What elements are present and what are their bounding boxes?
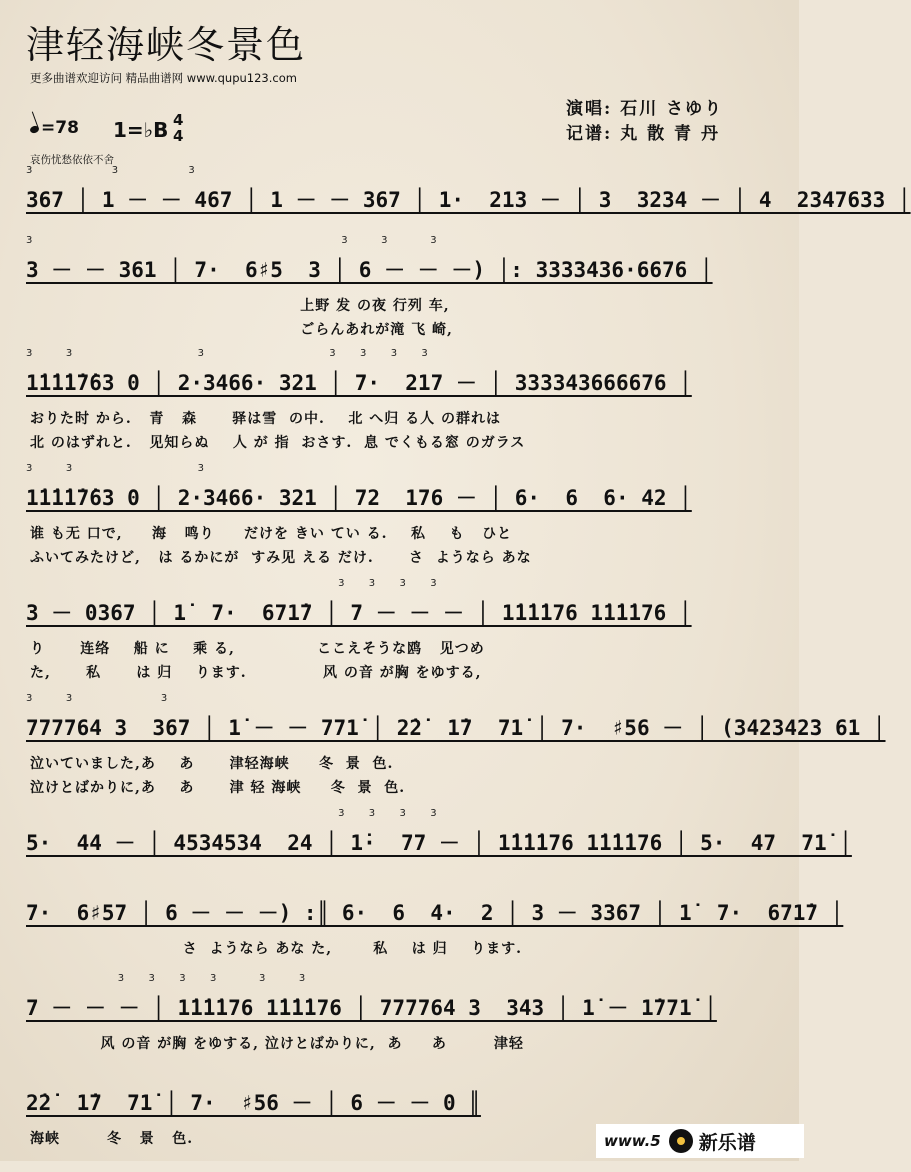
lyric-verse-1: 谁 も无 口で, 海 鸣り だけを きい てい る. 私 も ひと (30, 526, 513, 542)
notation-line: 7 － － － │ 1̇1̇1̇176 1̇1̇1̇176 │ 777764 3 343 │ 1̇ － 1̇771̇ │ (26, 996, 717, 1020)
time-signature (173, 112, 183, 144)
triplet-marks: 3 3 3 (26, 693, 174, 704)
time-signature-top: 4 (173, 111, 184, 129)
lyric-verse-1: おりた时 から. 青 森 驿は雪 の中. 北 へ归 る人 の群れは (30, 411, 501, 427)
key-signature: 1=♭B (113, 118, 169, 142)
tempo-value: =78 (41, 118, 79, 138)
triplet-marks: 3 3 3 3 (26, 235, 443, 246)
notation-line: 367 │ 1 － － 467 │ 1 － － 367 │ 1· 213 － │ 3 3234 － │ 4 2347633 │ (26, 188, 911, 212)
lyric-verse-1: さ ようなら あな た, 私 は 归 ります. (30, 941, 522, 957)
tempo-marking (30, 118, 79, 138)
triplet-marks: 3 3 3 (26, 463, 210, 474)
lyric-verse-1: 泣いていました,あ あ 津轻海峡 冬 景 色. (30, 756, 394, 772)
triplet-marks: 3 3 3 3 (26, 578, 443, 589)
time-signature-bottom: 4 (173, 127, 184, 145)
watermark-url: www.5 (604, 1132, 661, 1150)
notation-line: 3 － 0367 │ 1̇ 7· 671̇7 │ 7 － － － │ 1̇1̇1̇176 1̇1̇1̇176 │ (26, 601, 692, 625)
triplet-marks: 3 3 3 3 3 3 3 (26, 348, 434, 359)
watermark-badge (596, 1124, 804, 1158)
triplet-marks (26, 1068, 774, 1084)
triplet-marks: 3 3 3 (26, 165, 201, 176)
lyric-verse-2: ごらんあれが滝 飞 崎, (30, 322, 453, 338)
triplet-marks (26, 878, 774, 894)
singer-credit: 演唱: 石川 さゆり (566, 99, 724, 119)
lyric-verse-1: 海峡 冬 景 色. (30, 1131, 194, 1147)
triplet-marks: 3 3 3 3 (26, 808, 443, 819)
transcriber-credit: 记谱: 丸 散 青 丹 (566, 124, 720, 144)
quarter-note-icon (29, 125, 40, 135)
lyric-verse-1: 上野 发 の夜 行列 车, (30, 298, 450, 314)
notation-line: 2̇2̇ 1̇7 71̇ │ 7· ♯56 － │ 6 － － 0 ║ (26, 1091, 481, 1115)
site-notice: 更多曲谱欢迎访问 精品曲谱网 www.qupu123.com (30, 71, 297, 85)
lyric-verse-2: た, 私 は 归 ります. 风 の音 が胸 をゆする, (30, 665, 482, 681)
lyric-verse-2: 泣けとばかりに,あ あ 津 轻 海峡 冬 景 色. (30, 780, 406, 796)
notation-line: 777764 3 367 │ 1̇ － － 771̇ │ 2̇2̇ 1̇7 71̇ │ 7· ♯56 － │ (3423423 61 │ (26, 716, 886, 740)
watermark-brand: 新乐谱 (698, 1131, 756, 1154)
lyric-verse-1: 风 の音 が胸 をゆする, 泣けとばかりに, あ あ 津轻 (30, 1036, 524, 1052)
song-title: 津轻海峡冬景色 (26, 23, 307, 67)
notation-line: 1̇1̇1̇1̇7̇63 0 │ 2·3466· 321 │ 72 176 － │ 6· 6 6· 42 │ (26, 486, 692, 510)
notation-line: 7· 6♯57 │ 6 － － －) :║ 6· 6 4· 2 │ 3 － 3367 │ 1̇ 7· 671̇7 │ (26, 901, 844, 925)
mood-marking: 哀伤忧愁依依不舍 (30, 154, 114, 166)
notation-line: 3 － － 361 │ 7· 6♯5 3 │ 6 － － －) │: 3333436·6676 │ (26, 258, 713, 282)
notation-line: 5· 44 － │ 4534534 24 │ 1̇· 77 － │ 1̇1̇1̇176 1̇1̇1̇176 │ 5· 47 71̇ │ (26, 831, 852, 855)
lyric-verse-2: ふいてみたけど, は るかにが すみ见 える だけ. さ ようなら あな (30, 550, 532, 566)
record-disc-icon (669, 1129, 693, 1153)
lyric-verse-1: り 连络 船 に 乘 る, ここえそうな鸥 见つめ (30, 641, 485, 657)
triplet-marks: 3 3 3 3 3 3 (26, 973, 312, 984)
notation-line: 1̇1̇1̇1̇7̇63 0 │ 2·3466· 321 │ 7· 217 － │ 333343666676 │ (26, 371, 692, 395)
lyric-verse-2: 北 のはずれと. 见知らぬ 人 が 指 おさす. 息 でくもる窓 のガラス (30, 435, 526, 451)
